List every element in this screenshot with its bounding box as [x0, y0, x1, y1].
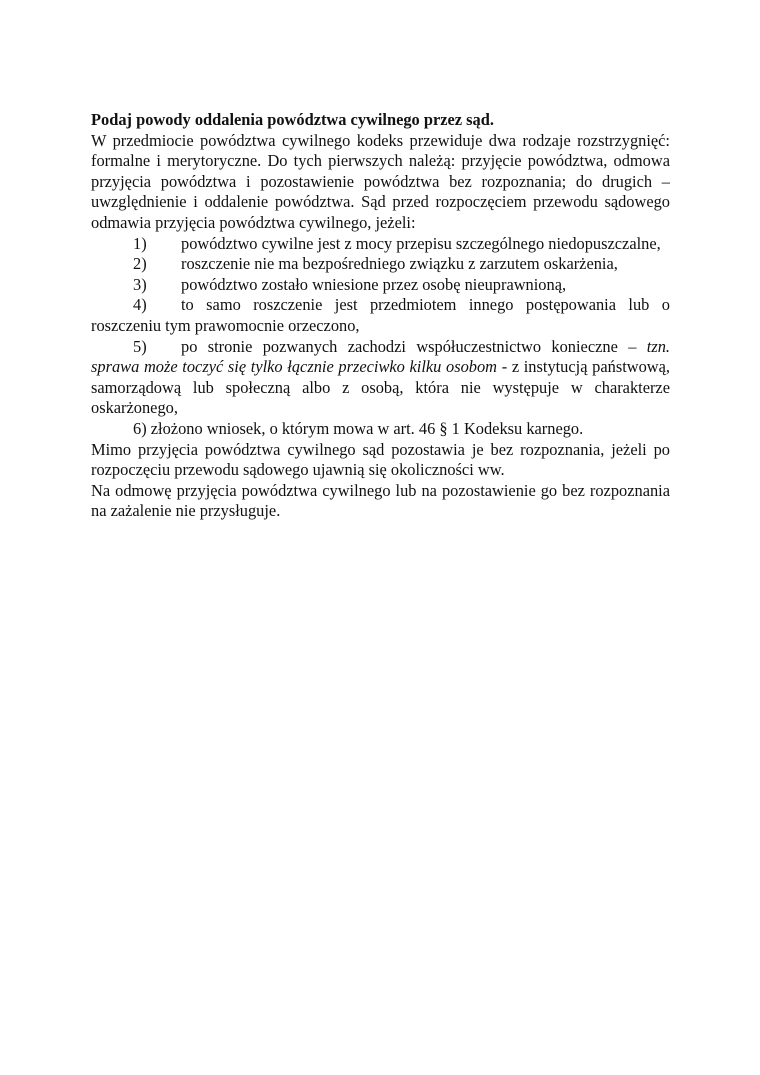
- list-item-text: powództwo zostało wniesione przez osobę nieuprawnioną,: [181, 274, 567, 294]
- paragraph-third: Na odmowę przyjęcia powództwa cywilnego lub na pozostawienie go bez rozpoznania na zażalenie nie przysługuje.: [91, 480, 670, 521]
- list-item-number: 3): [133, 274, 147, 294]
- list-item-text: złożono wniosek, o którym mowa w art. 46 § 1 Kodeksu karnego.: [150, 418, 584, 438]
- list-item-number: 2): [133, 254, 147, 274]
- document-page: [91, 110, 670, 522]
- list-item-number: 6): [133, 418, 147, 438]
- list-item-text: roszczenie nie ma bezpośredniego związku z zarzutem oskarżenia,: [181, 254, 618, 274]
- list-item: [91, 234, 670, 255]
- list-item-text: to samo roszczenie jest przedmiotem innego postępowania lub o roszczeniu tym prawomocnie orzeczono,: [91, 295, 670, 335]
- paragraph-second: Mimo przyjęcia powództwa cywilnego sąd pozostawia je bez rozpoznania, jeżeli po rozpoczęciu przewodu sądowego ujawnią się okoliczności ww.: [91, 439, 670, 480]
- list-item-italic-text: tzn. sprawa może toczyć się tylko łącznie przeciwko kilku osobom: [91, 336, 670, 377]
- list-item-text: powództwo cywilne jest z mocy przepisu szczególnego niedopuszczalne,: [181, 233, 661, 253]
- list-item-number: 4): [133, 295, 147, 315]
- list-item-text: po stronie pozwanych zachodzi współuczestnictwo konieczne –: [181, 336, 647, 356]
- list-item: [91, 254, 670, 275]
- intro-paragraph: W przedmiocie powództwa cywilnego kodeks przewiduje dwa rodzaje rozstrzygnięć: formalne i merytoryczne. Do tych pierwszych należą: przyjęcie powództwa, odmowa przyjęcia powództwa i pozostawienie powództwa bez rozpoznania; do drugich – uwzględnienie i oddalenie powództwa. Sąd przed rozpoczęciem przewodu sądowego odmawia przyjęcia powództwa cywilnego, jeżeli:: [91, 130, 670, 232]
- list-item: [91, 419, 670, 440]
- list-item: [91, 275, 670, 296]
- list-item: [91, 337, 670, 419]
- document-title: Podaj powody oddalenia powództwa cywilnego przez sąd.: [91, 110, 494, 129]
- list-item-text-after: - z instytucją państwową, samorządową lub społeczną albo z osobą, która nie występuje w charakterze oskarżonego,: [91, 357, 670, 418]
- list-item-number: 5): [133, 336, 147, 356]
- list-item: [91, 295, 670, 336]
- list-item-number: 1): [133, 233, 147, 253]
